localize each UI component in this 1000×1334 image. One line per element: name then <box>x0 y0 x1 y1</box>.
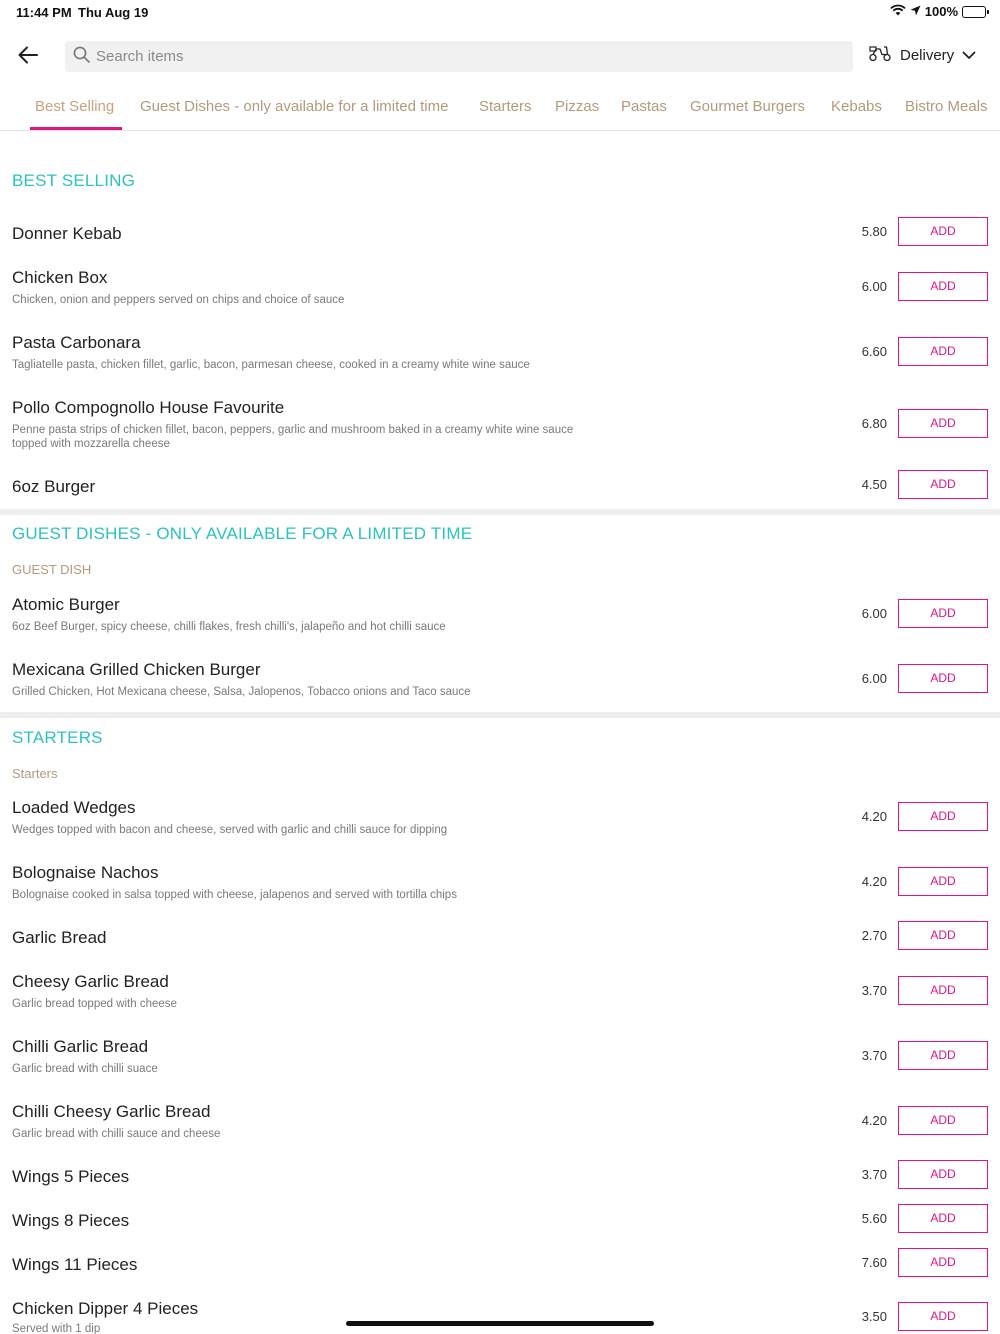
item-name: Pollo Compognollo House Favourite <box>12 398 285 417</box>
search-box[interactable] <box>65 41 853 72</box>
section-subtitle: Starters <box>12 766 58 781</box>
add-button[interactable]: ADD <box>898 272 988 301</box>
add-button[interactable]: ADD <box>898 867 988 896</box>
add-button[interactable]: ADD <box>898 217 988 246</box>
add-button[interactable]: ADD <box>898 599 988 628</box>
active-tab-indicator <box>30 127 122 130</box>
status-time: 11:44 PM <box>16 5 72 20</box>
tab-guest-dishes[interactable]: Guest Dishes - only available for a limited time <box>140 98 449 115</box>
add-button[interactable]: ADD <box>898 1204 988 1233</box>
tab-pastas[interactable]: Pastas <box>621 98 667 115</box>
search-icon <box>73 46 90 68</box>
add-button[interactable]: ADD <box>898 1248 988 1277</box>
item-name: Loaded Wedges <box>12 798 136 817</box>
add-button[interactable]: ADD <box>898 337 988 366</box>
item-price: 3.50 <box>861 1309 887 1324</box>
item-price: 3.70 <box>861 1167 887 1182</box>
add-button[interactable]: ADD <box>898 1302 988 1331</box>
item-name: Chilli Garlic Bread <box>12 1037 149 1056</box>
tab-gourmet-burgers[interactable]: Gourmet Burgers <box>690 98 806 115</box>
add-button[interactable]: ADD <box>898 664 988 693</box>
item-description: Chicken, onion and peppers served on chips and choice of sauce <box>12 294 345 306</box>
add-button[interactable]: ADD <box>898 1041 988 1070</box>
item-description: Tagliatelle pasta, chicken fillet, garlic, bacon, parmesan cheese, cooked in a creamy white wine sauce <box>12 359 530 371</box>
add-button[interactable]: ADD <box>898 802 988 831</box>
item-description: 6oz Beef Burger, spicy cheese, chilli flakes, fresh chilli's, jalapeño and hot chilli sauce <box>12 621 446 633</box>
item-name: Chilli Cheesy Garlic Bread <box>12 1102 211 1121</box>
item-name: 6oz Burger <box>12 477 96 496</box>
status-date: Thu Aug 19 <box>78 5 149 20</box>
item-name: Chicken Box <box>12 268 108 287</box>
item-name: Cheesy Garlic Bread <box>12 972 169 991</box>
status-bar <box>0 0 1000 24</box>
item-name: Pasta Carbonara <box>12 333 141 352</box>
delivery-selector[interactable] <box>868 44 976 66</box>
wifi-icon <box>890 4 906 19</box>
section-subtitle: GUEST DISH <box>12 562 92 577</box>
item-price: 4.20 <box>861 809 887 824</box>
section-title-guest-dishes: GUEST DISHES - ONLY AVAILABLE FOR A LIMITED TIME <box>12 524 473 543</box>
item-name: Mexicana Grilled Chicken Burger <box>12 660 261 679</box>
item-price: 6.00 <box>861 279 887 294</box>
item-price: 4.20 <box>861 874 887 889</box>
item-description: Penne pasta strips of chicken fillet, bacon, peppers, garlic and mushroom baked in a creamy white wine sauce topped with mozzarella cheese <box>12 424 574 450</box>
scooter-icon <box>868 44 892 66</box>
tab-kebabs[interactable]: Kebabs <box>831 98 882 115</box>
tab-pizzas[interactable]: Pizzas <box>555 98 600 115</box>
item-price: 6.80 <box>861 416 887 431</box>
search-input[interactable] <box>96 48 796 65</box>
add-button[interactable]: ADD <box>898 921 988 950</box>
tab-best-selling[interactable]: Best Selling <box>35 98 115 115</box>
section-title-best-selling: BEST SELLING <box>12 171 136 190</box>
item-name: Wings 5 Pieces <box>12 1167 130 1186</box>
delivery-label: Delivery <box>900 46 955 64</box>
item-name: Chicken Dipper 4 Pieces <box>12 1299 199 1318</box>
item-price: 3.70 <box>861 983 887 998</box>
item-name: Wings 8 Pieces <box>12 1211 130 1230</box>
item-price: 3.70 <box>861 1048 887 1063</box>
location-arrow-icon <box>910 4 921 19</box>
add-button[interactable]: ADD <box>898 470 988 499</box>
add-button[interactable]: ADD <box>898 976 988 1005</box>
item-name: Atomic Burger <box>12 595 120 614</box>
battery-icon <box>962 6 986 18</box>
item-price: 4.20 <box>861 1113 887 1128</box>
battery-percent: 100% <box>924 4 958 19</box>
back-arrow-icon <box>18 46 38 69</box>
item-name: Donner Kebab <box>12 224 122 243</box>
item-name: Bolognaise Nachos <box>12 863 159 882</box>
item-price: 2.70 <box>861 928 887 943</box>
header <box>0 38 1000 74</box>
status-icons <box>890 4 986 19</box>
add-button[interactable]: ADD <box>898 1106 988 1135</box>
item-price: 6.60 <box>861 344 887 359</box>
item-price: 5.80 <box>861 224 887 239</box>
item-name: Wings 11 Pieces <box>12 1255 138 1274</box>
chevron-down-icon <box>962 47 976 64</box>
add-button[interactable]: ADD <box>898 1160 988 1189</box>
add-button[interactable]: ADD <box>898 409 988 438</box>
item-description: Wedges topped with bacon and cheese, served with garlic and chilli sauce for dipping <box>12 824 448 836</box>
item-name: Garlic Bread <box>12 928 107 947</box>
item-description: Bolognaise cooked in salsa topped with cheese, jalapenos and served with tortilla chips <box>12 889 457 901</box>
section-title-starters: STARTERS <box>12 728 103 747</box>
item-description: Garlic bread with chilli suace <box>12 1063 158 1075</box>
section-divider <box>0 712 1000 718</box>
tab-bistro-meals[interactable]: Bistro Meals <box>905 98 988 115</box>
category-tabs <box>0 84 1000 131</box>
section-divider <box>0 509 1000 515</box>
item-description: Grilled Chicken, Hot Mexicana cheese, Salsa, Jalopenos, Tobacco onions and Taco sauce <box>12 686 471 698</box>
item-price: 5.60 <box>861 1211 887 1226</box>
home-indicator <box>346 1321 654 1326</box>
back-button[interactable] <box>14 43 42 71</box>
item-price: 6.00 <box>861 606 887 621</box>
item-description: Served with 1 dip <box>12 1323 101 1334</box>
tab-starters[interactable]: Starters <box>479 98 532 115</box>
item-price: 4.50 <box>861 477 887 492</box>
item-description: Garlic bread with chilli sauce and cheese <box>12 1128 221 1140</box>
item-price: 7.60 <box>861 1255 887 1270</box>
item-price: 6.00 <box>861 671 887 686</box>
item-description: Garlic bread topped with cheese <box>12 998 177 1010</box>
